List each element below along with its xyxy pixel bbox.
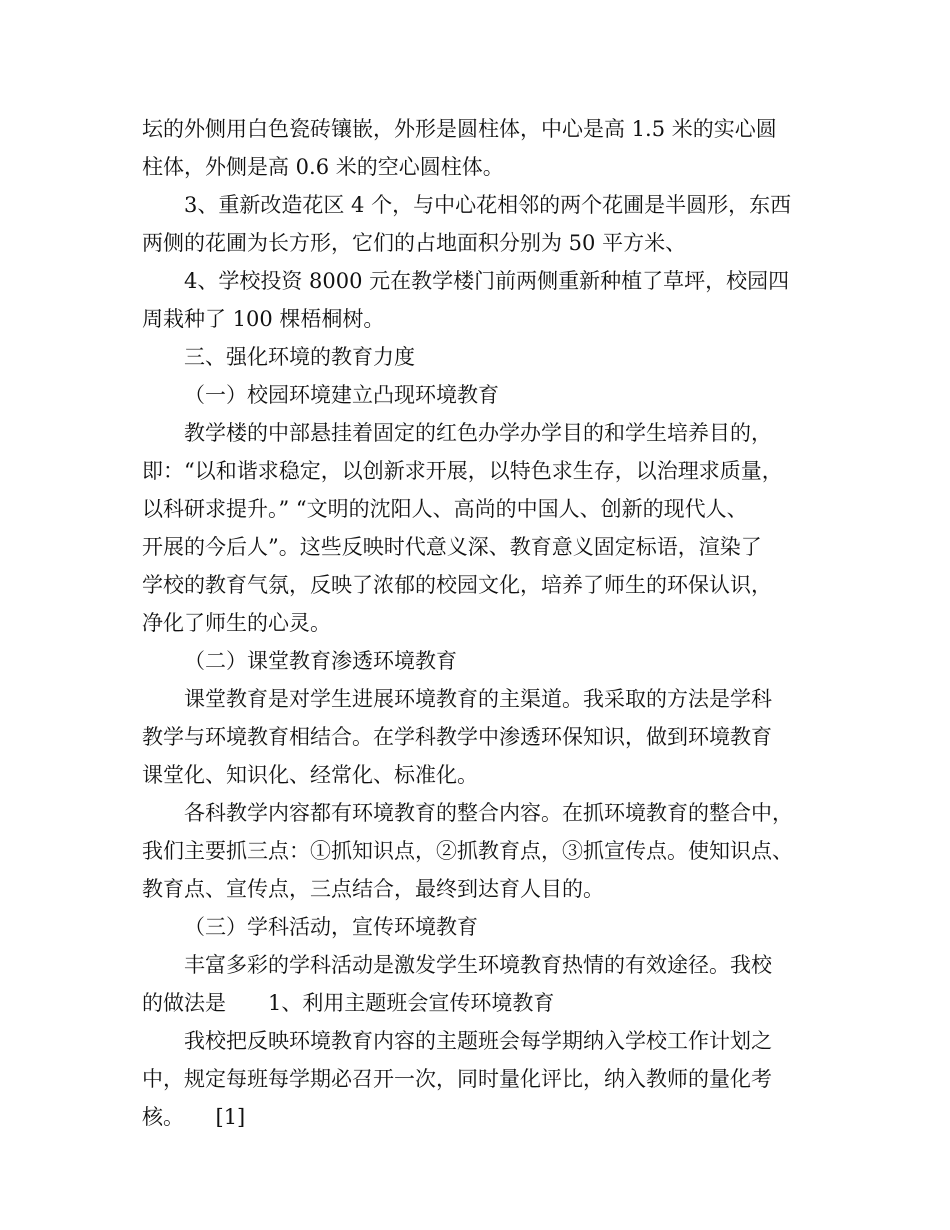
document-body: [142, 110, 832, 1136]
body-line: 坛的外侧用白色瓷砖镶嵌，外形是圆柱体，中心是高 1.5 米的实心圆: [142, 117, 777, 141]
subsection-heading-3: （三）学科活动，宣传环境教育: [184, 915, 478, 939]
list-item-4: 4、学校投资 8000 元在教学楼门前两侧重新种植了草坪，校园四: [184, 269, 790, 293]
paragraph-start: 教学楼的中部悬挂着固定的红色办学办学目的和学生培养目的，: [184, 421, 772, 445]
body-line: 教育点、宣传点，三点结合，最终到达育人目的。: [142, 877, 604, 901]
body-line: 教学与环境教育相结合。在学科教学中渗透环保知识，做到环境教育: [142, 725, 772, 749]
paragraph-start: 课堂教育是对学生进展环境教育的主渠道。我采取的方法是学科: [184, 687, 772, 711]
body-line: 两侧的花圃为长方形，它们的占地面积分别为 50 平方米、: [142, 231, 687, 255]
list-item-3: 3、重新改造花区 4 个，与中心花相邻的两个花圃是半圆形，东西: [184, 193, 792, 217]
body-line: 开展的今后人”。这些反映时代意义深、教育意义固定标语，渲染了: [142, 535, 762, 559]
paragraph-start: 丰富多彩的学科活动是激发学生环境教育热情的有效途径。我校: [184, 953, 772, 977]
paragraph-start: 我校把反映环境教育内容的主题班会每学期纳入学校工作计划之: [184, 1029, 772, 1053]
body-line: 学校的教育气氛，反映了浓郁的校园文化，培养了师生的环保认识，: [142, 573, 772, 597]
subsection-heading-2: （二）课堂教育渗透环境教育: [184, 649, 457, 673]
paragraph-start: 各科教学内容都有环境教育的整合内容。在抓环境教育的整合中，: [184, 801, 793, 825]
body-line: 即：“以和谐求稳定，以创新求开展，以特色求生存，以治理求质量，: [142, 459, 783, 483]
body-line: 的做法是 1、利用主题班会宣传环境教育: [142, 991, 555, 1015]
body-line: 我们主要抓三点：①抓知识点，②抓教育点，③抓宣传点。使知识点、: [142, 839, 793, 863]
body-line: 柱体，外侧是高 0.6 米的空心圆柱体。: [142, 155, 504, 179]
body-line: 课堂化、知识化、经常化、标准化。: [142, 763, 478, 787]
body-line: 净化了师生的心灵。: [142, 611, 331, 635]
body-line-with-footnote: 核。 [1]: [142, 1105, 246, 1129]
body-line: 周栽种了 100 棵梧桐树。: [142, 307, 385, 331]
body-line: 中，规定每班每学期必召开一次，同时量化评比，纳入教师的量化考: [142, 1067, 772, 1091]
section-heading: 三、强化环境的教育力度: [184, 345, 415, 369]
subsection-heading-1: （一）校园环境建立凸现环境教育: [184, 383, 499, 407]
body-line: 以科研求提升。” “文明的沈阳人、高尚的中国人、创新的现代人、: [142, 497, 748, 521]
